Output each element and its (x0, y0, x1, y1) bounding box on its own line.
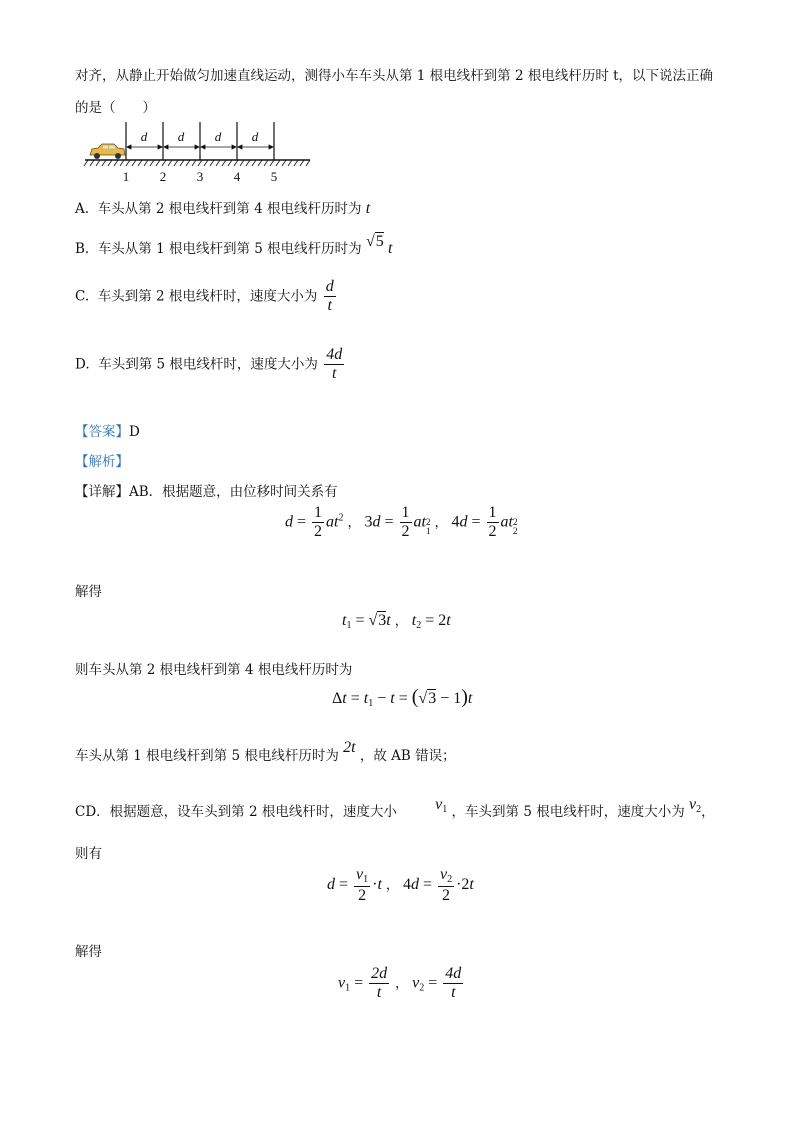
car-icon (90, 144, 125, 159)
solve-label-1: 解得 (75, 584, 102, 600)
pole-label: 2 (159, 169, 167, 184)
pole-label: 5 (270, 169, 278, 184)
option-d: D. 车头到第 5 根电线杆时，速度大小为 $\frac{4d}{t}$ (75, 346, 343, 383)
equation-times: $t_1 = √3t$ ， $t_2 = 2t$ (342, 612, 451, 631)
option-a: A. 车头从第 2 根电线杆到第 4 根电线杆历时为 t (75, 200, 371, 217)
total-time-text: 车头从第 1 根电线杆到第 5 根电线杆历时为 2t ，故 AB 错误； (75, 739, 456, 764)
pole-label: 4 (233, 169, 241, 184)
option-c: C. 车头到第 2 根电线杆时，速度大小为 $\frac{d}{t}$ (75, 278, 334, 315)
solve-label-2: 解得 (75, 944, 102, 960)
segment-label: d (251, 129, 259, 144)
then-text: 则车头从第 2 根电线杆到第 4 根电线杆历时为 (75, 662, 353, 678)
segment-label: d (140, 129, 148, 144)
cd-text: CD．根据题意，设车头到第 2 根电线杆时，速度大小 $v_1$ ，车头到第 5 根电线杆时，速度大小为 $v_2$， (75, 796, 715, 820)
intro-line-2: 的是（ ） (75, 100, 156, 116)
pole-diagram (80, 118, 320, 186)
option-b: B. 车头从第 1 根电线杆到第 5 根电线杆历时为 √5 t (75, 233, 393, 257)
have-text: 则有 (75, 846, 102, 862)
pole-label: 1 (122, 169, 130, 184)
answer-tag: 【答案】 (75, 424, 129, 440)
ground-hatch (84, 160, 310, 166)
analysis-tag: 【解析】 (75, 454, 129, 470)
equation-velocity: d = $\frac{v_1}{2}$ ·t ， 4d = $\frac{v_2}{2}$ ·2t (327, 866, 474, 904)
segment-label: d (177, 129, 185, 144)
answer: 【答案】D (75, 424, 140, 440)
equation-velocity-result: $v_1$ = $\frac{2d}{t}$ ， $v_2$ = $\frac{4d}{t}$ (338, 965, 462, 1002)
equation-displacement: d = $\frac{1}{2}$ $at^2$ ， 3d = $\frac{1}{2}$ at 2 1 ， 4d = $\frac{1}{2}$ at 2 2 (285, 504, 518, 541)
equation-delta-t: $\Delta t = t_1 - t = (√3 - 1)t$ (332, 686, 473, 709)
segment-label: d (214, 129, 222, 144)
intro-line-1: 对齐，从静止开始做匀加速直线运动，测得小车车头从第 1 根电线杆到第 2 根电线杆历时 t，以下说法正确 (75, 68, 714, 84)
pole-label: 3 (196, 169, 204, 184)
detail-intro: 【详解】AB．根据题意，由位移时间关系有 (75, 484, 338, 500)
